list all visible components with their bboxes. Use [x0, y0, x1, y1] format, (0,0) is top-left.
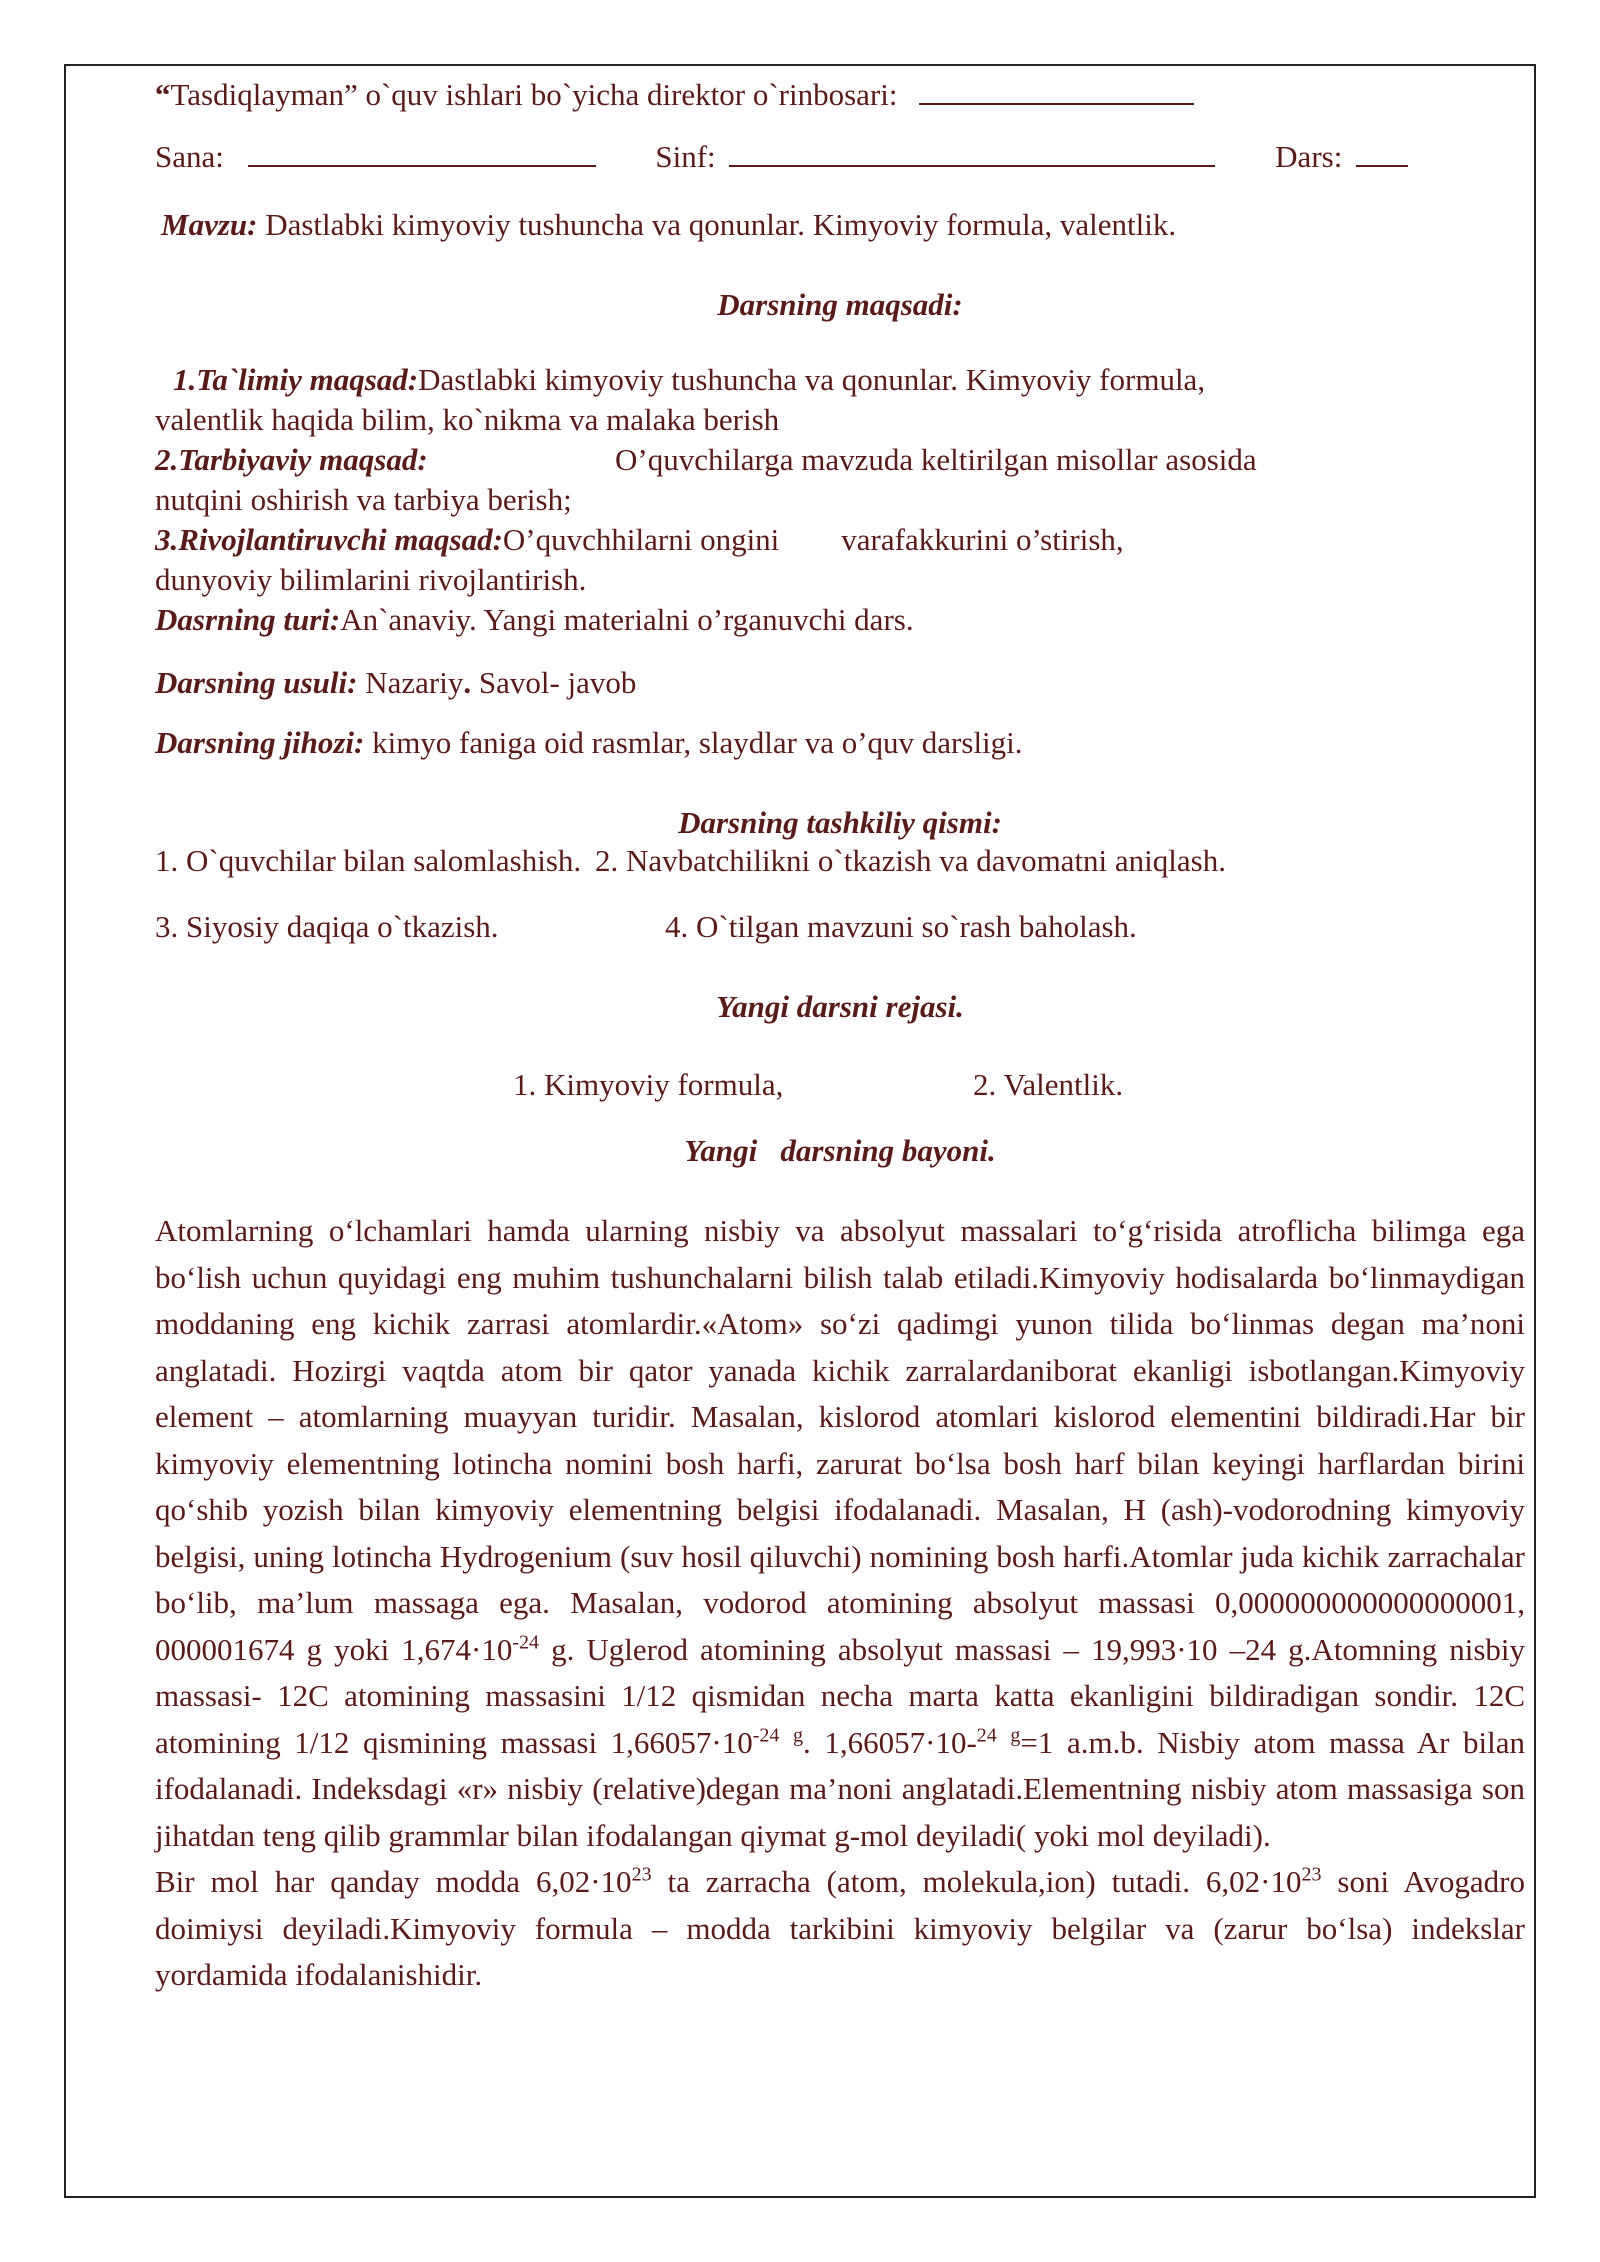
maqsad-item-1-cont: valentlik haqida bilim, ko`nikma va malaka berish	[155, 402, 780, 437]
approval-line	[155, 72, 1525, 118]
approval-quote: “	[155, 77, 171, 112]
tashkiliy-item-1: 1. O`quvchilar bilan salomlashish.	[155, 843, 582, 878]
dars-label: Dars:	[1275, 139, 1343, 174]
bayon-sup-4: 23	[631, 1863, 652, 1886]
maqsad-item-1-text: Dastlabki kimyoviy tushuncha va qonunlar. Kimyoviy formula,	[418, 362, 1206, 397]
jihozi-line	[155, 720, 1525, 766]
maqsad-item-2-cont: nutqini oshirish va tarbiya berish;	[155, 482, 572, 517]
dars-field[interactable]	[1356, 141, 1408, 167]
bayon-text-1f: =1 a.m.b. Nisbiy atom massa Ar bilan ifodalanadi. Indeksdagi «r» nisbiy (relative)degan ma’noni anglatadi.Elementning nisbiy atom massasiga son jihatdan teng qilib grammlar bilan ifodalangan qiymat g-mol deyiladi( yoki mol deyiladi).	[155, 1724, 1525, 1853]
maqsad-item-3-text-b: varafakkurini o’stirish,	[841, 522, 1124, 557]
bayon-paragraph-1	[155, 1208, 1525, 1859]
meta-line	[155, 134, 1525, 180]
usuli-label: Darsning usuli:	[155, 665, 358, 700]
bayon-text-2c: soni Avogadro doimiysi deyiladi.Kimyoviy formula – modda tarkibini kimyoviy belgilar va (zarur bo‘lsa) indekslar yordamida ifodalanishidir.	[155, 1864, 1526, 1992]
bayon-text-2b: ta zarracha (atom, molekula,ion) tutadi. 6,02·10	[651, 1864, 1302, 1899]
reja-row	[155, 1062, 1525, 1108]
bayon-sup-2: -24	[752, 1724, 780, 1747]
bayon-sup-1: -24	[512, 1631, 540, 1654]
bayon-text-1d: . 1,66057·10-	[803, 1724, 977, 1760]
maqsad-item-3-text-a: O’quvchhilarni ongini	[502, 522, 780, 557]
maqsad-item-1	[155, 360, 1525, 400]
bayon-text-2a: Bir mol har qanday modda 6,02·10	[155, 1864, 632, 1899]
turi-text: An`anaviy. Yangi materialni o’rganuvchi dars.	[340, 602, 914, 637]
reja-item-2: 2. Valentlik.	[973, 1067, 1124, 1102]
mavzu-label: Mavzu:	[161, 207, 258, 242]
maqsad-item-3-cont: dunyoviy bilimlarini rivojlantirish.	[155, 562, 587, 597]
turi-line	[155, 600, 1525, 640]
maqsad-item-2-label: 2.Tarbiyaviy maqsad:	[155, 442, 428, 477]
bayon-sup-g-2: g	[1010, 1724, 1021, 1747]
approval-signature-field[interactable]	[919, 79, 1194, 105]
bayon-text-1a: Atomlarning o‘lchamlari hamda ularning nisbiy va absolyut massalari to‘g‘risida atroflicha bilimga ega bo‘lish uchun quyidagi eng muhim tushunchalarni bilish talab etiladi.Kimyoviy hodisalarda bo‘linmaydigan moddaning eng kichik zarrasi atomlardir.«Atom» so‘zi qadimgi yunon tilida bo‘linmas degan ma’noni anglatadi. Hozirgi vaqtda atom bir qator yanada kichik zarralardaniborat ekanligi isbotlangan.Kimyoviy element – atomlarning muayyan turidir. Masalan, kislorod atomlari kislorod elementini bildiradi.Har bir kimyoviy elementning lotincha nomini bosh harfi, zarurat bo‘lsa bosh harf bilan keyingi harflardan birini qo‘shib yozish bilan kimyoviy elementning belgisi ifodalanadi. Masalan, H (ash)-vodorodning kimyoviy belgisi, uning lotincha Hydrogenium (suv hosil qiluvchi) nomining bosh harfi.Atomlar juda kichik zarrachalar bo‘lib, ma’lum massaga ega. Masalan, vodorod atomining absolyut massasi 0,000000000000000001, 000001674 g yoki 1,674·10	[155, 1213, 1525, 1667]
bayon-sup-5: 23	[1301, 1863, 1322, 1886]
tashkiliy-item-4: 4. O`tilgan mavzuni so`rash baholash.	[665, 909, 1137, 944]
tashkiliy-row-1	[155, 842, 1525, 880]
tashkiliy-heading: Darsning tashkiliy qismi:	[678, 805, 1002, 840]
sana-label: Sana:	[155, 139, 224, 174]
usuli-dot: .	[463, 665, 472, 700]
tashkiliy-item-3: 3. Siyosiy daqiqa o`tkazish.	[155, 909, 499, 944]
sinf-label: Sinf:	[655, 139, 716, 174]
bayon-sup-3: 24	[976, 1724, 997, 1747]
usuli-line	[155, 660, 1525, 706]
tashkiliy-row-2	[155, 904, 1525, 950]
bayon-heading: Yangi darsning bayoni.	[684, 1133, 996, 1168]
usuli-text-2: Savol- javob	[471, 665, 637, 700]
maqsad-item-3-label: 3.Rivojlantiruvchi maqsad:	[155, 522, 503, 557]
tashkiliy-item-2: 2. Navbatchilikni o`tkazish va davomatni aniqlash.	[594, 843, 1226, 878]
bayon-sup-g-1: g	[793, 1724, 804, 1747]
maqsad-item-2	[155, 440, 1525, 480]
reja-heading: Yangi darsni rejasi.	[716, 989, 964, 1024]
sana-field[interactable]	[248, 141, 596, 167]
lesson-plan	[155, 72, 1525, 1999]
reja-item-1: 1. Kimyoviy formula,	[513, 1067, 784, 1102]
jihozi-text: kimyo faniga oid rasmlar, slaydlar va o’quv darsligi.	[364, 725, 1023, 760]
turi-label: Dasrning turi:	[155, 602, 341, 637]
bayon-text-1b: g. Uglerod atomining absolyut massasi – 19,993·10 –24 g.Atomning nisbiy massasi- 12C atomining massasini 1/12 qismidan necha marta katta ekanligini bildiradigan sondir. 12C atomining 1/12 qismining massasi 1,66057·10	[155, 1631, 1526, 1760]
jihozi-label: Darsning jihozi:	[155, 725, 365, 760]
approval-text: Tasdiqlayman” o`quv ishlari bo`yicha direktor o`rinbosari:	[170, 77, 898, 112]
maqsad-heading: Darsning maqsadi:	[717, 287, 963, 322]
mavzu-text: Dastlabki kimyoviy tushuncha va qonunlar. Kimyoviy formula, valentlik.	[257, 207, 1177, 242]
maqsad-item-3	[155, 520, 1525, 560]
sinf-field[interactable]	[729, 141, 1215, 167]
usuli-text-1: Nazariy	[357, 665, 464, 700]
maqsad-item-1-label: 1.Ta`limiy maqsad:	[173, 362, 419, 397]
maqsad-item-2-text: O’quvchilarga mavzuda keltirilgan misollar asosida	[615, 442, 1257, 477]
bayon-paragraph-2	[155, 1859, 1525, 1999]
mavzu-line	[155, 202, 1525, 248]
